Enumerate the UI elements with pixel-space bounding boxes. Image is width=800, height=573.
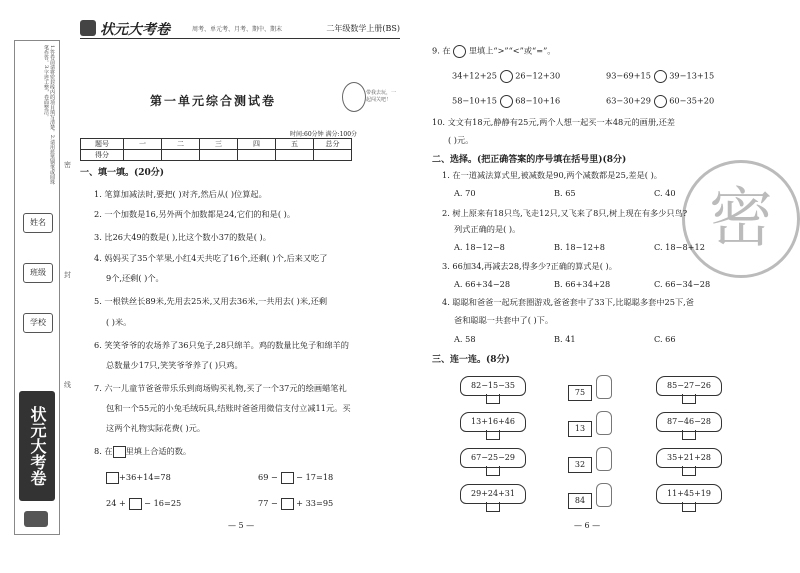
question-4b: 9个,还剩( )个。 bbox=[106, 273, 164, 283]
score-table bbox=[80, 138, 352, 161]
choice-1-opt-a: A. 70 bbox=[454, 188, 476, 198]
expr: 26−12+30 bbox=[515, 70, 561, 81]
compare-circle[interactable] bbox=[654, 95, 667, 108]
right-expr-2[interactable]: 87−46−28 bbox=[656, 412, 722, 432]
mascot-icon bbox=[342, 82, 366, 112]
cell[interactable] bbox=[162, 150, 200, 161]
bunny-icon bbox=[596, 411, 612, 435]
secret-stamp: 密 bbox=[682, 160, 800, 278]
question-8 bbox=[94, 446, 191, 458]
header-brand: 状元大考卷 bbox=[100, 22, 170, 38]
cell[interactable] bbox=[200, 150, 238, 161]
choice-2a: 2. 树上原来有18只鸟,飞走12只,又飞来了8只,树上现在有多少只鸟? bbox=[442, 208, 688, 218]
fold-mark-3: 线 bbox=[64, 381, 71, 389]
cell: 一 bbox=[124, 139, 162, 150]
bunny-icon bbox=[596, 483, 612, 507]
answer-box[interactable] bbox=[106, 472, 119, 484]
cell: 二 bbox=[162, 139, 200, 150]
choice-2-opt-c: C. 18−8+12 bbox=[654, 242, 705, 252]
score-row-header bbox=[81, 139, 352, 150]
question-9 bbox=[432, 45, 555, 58]
blank-box bbox=[113, 446, 126, 458]
compare-circle[interactable] bbox=[654, 70, 667, 83]
question-1: 1. 笔算加减法时,要把( )对齐,然后从( )位算起。 bbox=[94, 189, 267, 199]
choice-4-opt-a: A. 58 bbox=[454, 334, 476, 344]
section-1-title: 一、填一填。(20分) bbox=[80, 168, 165, 178]
answer-box[interactable] bbox=[281, 498, 294, 510]
compare-1 bbox=[452, 70, 560, 83]
eq-text: 24 + bbox=[106, 498, 126, 508]
answer-box[interactable] bbox=[129, 498, 142, 510]
q8-start: 8. 在 bbox=[94, 446, 113, 456]
choice-4-opt-c: C. 66 bbox=[654, 334, 676, 344]
question-4a: 4. 妈妈买了35个苹果,小红4天共吃了16个,还剩( )个,后来又吃了 bbox=[94, 253, 328, 263]
question-5b: ( )米。 bbox=[106, 317, 132, 327]
mushroom-stem bbox=[486, 394, 500, 404]
mascot-text: 带我去玩，一起闯关吧！ bbox=[366, 90, 397, 103]
answer-box[interactable] bbox=[281, 472, 294, 484]
question-7c: 这两个礼物实际花费( )元。 bbox=[106, 423, 206, 433]
mid-num-4[interactable]: 84 bbox=[568, 493, 592, 509]
cell: 得分 bbox=[81, 150, 124, 161]
question-10a: 10. 文文有18元,静静有25元,两个人想一起买一本48元的画册,还差 bbox=[432, 117, 675, 127]
cell: 四 bbox=[238, 139, 276, 150]
page-header bbox=[80, 18, 400, 39]
section-3-title: 三、连一连。(8分) bbox=[432, 355, 510, 365]
choice-1-opt-c: C. 40 bbox=[654, 188, 676, 198]
cell[interactable] bbox=[238, 150, 276, 161]
binding-strip bbox=[14, 40, 60, 535]
fold-mark-1: 密 bbox=[64, 161, 71, 169]
choice-1-opt-b: B. 65 bbox=[554, 188, 576, 198]
eq-text: + 33=95 bbox=[296, 498, 334, 508]
page-number-right: — 6 — bbox=[574, 521, 601, 530]
cell: 总分 bbox=[314, 139, 352, 150]
cell[interactable] bbox=[276, 150, 314, 161]
eq-text: 77 − bbox=[258, 498, 278, 508]
compare-3 bbox=[452, 95, 560, 108]
left-expr-4[interactable]: 29+24+31 bbox=[460, 484, 526, 504]
eq-text: − 16=25 bbox=[144, 498, 182, 508]
expr: 93−69+15 bbox=[606, 70, 651, 81]
right-expr-1[interactable]: 85−27−26 bbox=[656, 376, 722, 396]
bunny-icon bbox=[596, 375, 612, 399]
eq-text: − 17=18 bbox=[296, 472, 334, 482]
left-expr-2[interactable]: 13+16+46 bbox=[460, 412, 526, 432]
question-6a: 6. 笑笑爷爷的农场养了36只兔子,28只绵羊。鸡的数量比兔子和绵羊的 bbox=[94, 340, 349, 350]
eq-text: +36+14=78 bbox=[119, 472, 171, 482]
expr: 34+12+25 bbox=[452, 70, 497, 81]
mushroom-stem bbox=[682, 430, 696, 440]
choice-3-opt-b: B. 66+34+28 bbox=[554, 279, 611, 289]
choice-3-opt-c: C. 66−34−28 bbox=[654, 279, 711, 289]
circle-icon bbox=[453, 45, 466, 58]
fold-mark-2: 封 bbox=[64, 271, 71, 279]
mushroom-stem bbox=[486, 502, 500, 512]
mushroom-stem bbox=[486, 430, 500, 440]
class-label: 班级 bbox=[23, 263, 53, 283]
bunny-icon bbox=[596, 447, 612, 471]
equation-3 bbox=[106, 498, 181, 510]
q8-end: 里填上合适的数。 bbox=[125, 446, 192, 456]
question-7b: 包和一个55元的小兔毛绒玩具,结账时爸爸用微信支付立减11元。买 bbox=[106, 403, 351, 413]
choice-4a: 4. 聪聪和爸爸一起玩套圈游戏,爸爸套中了33下,比聪聪多套中25下,爸 bbox=[442, 297, 694, 307]
compare-2 bbox=[606, 70, 714, 83]
expr: 63−30+29 bbox=[606, 95, 651, 106]
score-row-values bbox=[81, 150, 352, 161]
cell: 五 bbox=[276, 139, 314, 150]
school-label: 学校 bbox=[23, 313, 53, 333]
expr: 68−10+16 bbox=[515, 95, 561, 106]
choice-3-opt-a: A. 66+34−28 bbox=[454, 279, 511, 289]
choice-2-opt-a: A. 18−12−8 bbox=[454, 242, 505, 252]
q9-start: 9. 在 bbox=[432, 45, 451, 56]
mushroom-stem bbox=[486, 466, 500, 476]
choice-2-opt-b: B. 18−12+8 bbox=[554, 242, 605, 252]
choice-3: 3. 66加34,再减去28,得多少?正确的算式是( )。 bbox=[442, 261, 617, 271]
compare-circle[interactable] bbox=[500, 70, 513, 83]
equation-4 bbox=[258, 498, 333, 510]
compare-circle[interactable] bbox=[500, 95, 513, 108]
question-7a: 7. 六一儿童节爸爸带乐乐到商场购买礼物,买了一个37元的绘画蜡笔礼 bbox=[94, 383, 347, 393]
instructions-notes: 1.答卷前请将密封线内的项目填写清楚。2.请用蓝黑钢笔或圆珠笔作答。3.字迹工整，卷面整洁。 bbox=[43, 45, 55, 185]
eq-text: 69 − bbox=[258, 472, 278, 482]
mushroom-stem bbox=[682, 502, 696, 512]
mushroom-stem bbox=[682, 466, 696, 476]
mid-num-1[interactable]: 75 bbox=[568, 385, 592, 401]
cell[interactable] bbox=[124, 150, 162, 161]
cell[interactable] bbox=[314, 150, 352, 161]
right-expr-4[interactable]: 11+45+19 bbox=[656, 484, 722, 504]
mushroom-stem bbox=[682, 394, 696, 404]
header-grade: 二年级数学上册(BS) bbox=[326, 24, 400, 33]
brand-vertical: 状元大考卷 bbox=[19, 391, 55, 501]
equation-1 bbox=[106, 472, 171, 484]
right-expr-3[interactable]: 35+21+28 bbox=[656, 448, 722, 468]
left-expr-1[interactable]: 82−15−35 bbox=[460, 376, 526, 396]
choice-1: 1. 在一道减法算式里,被减数是90,两个减数都是25,差是( )。 bbox=[442, 170, 662, 180]
mid-num-2[interactable]: 13 bbox=[568, 421, 592, 437]
time-score: 时间:60分钟 满分:100分 bbox=[290, 131, 358, 138]
cell: 三 bbox=[200, 139, 238, 150]
expr: 60−35+20 bbox=[669, 95, 715, 106]
compare-4 bbox=[606, 95, 714, 108]
equation-2 bbox=[258, 472, 333, 484]
left-expr-3[interactable]: 67−25−29 bbox=[460, 448, 526, 468]
header-logo-icon bbox=[80, 20, 96, 36]
name-label: 姓名 bbox=[23, 213, 53, 233]
question-5a: 5. 一根铁丝长89米,先用去25米,又用去36米,一共用去( )米,还剩 bbox=[94, 296, 328, 306]
q9-end: 里填上“>”“<”或“=”。 bbox=[468, 45, 556, 56]
question-10b: ( )元。 bbox=[448, 135, 474, 145]
header-subtitle: 周考、单元考、月考、期中、期末 bbox=[192, 26, 283, 33]
choice-4-opt-b: B. 41 bbox=[554, 334, 576, 344]
page-number-left: — 5 — bbox=[228, 521, 255, 530]
question-3: 3. 比26大49的数是( ),比这个数小37的数是( )。 bbox=[94, 232, 271, 242]
mid-num-3[interactable]: 32 bbox=[568, 457, 592, 473]
cell: 题号 bbox=[81, 139, 124, 150]
section-2-title: 二、选择。(把正确答案的序号填在括号里)(8分) bbox=[432, 155, 627, 165]
question-6b: 总数量少17只,笑笑爷爷养了( )只鸡。 bbox=[106, 360, 243, 370]
choice-2b: 列式正确的是( )。 bbox=[454, 224, 521, 234]
choice-4b: 爸和聪聪一共套中了( )下。 bbox=[454, 315, 554, 325]
expr: 58−10+15 bbox=[452, 95, 497, 106]
expr: 39−13+15 bbox=[669, 70, 715, 81]
question-2: 2. 一个加数是16,另外两个加数都是24,它们的和是( )。 bbox=[94, 209, 296, 219]
test-title: 第一单元综合测试卷 bbox=[150, 94, 277, 108]
publisher-logo-icon bbox=[24, 511, 48, 527]
